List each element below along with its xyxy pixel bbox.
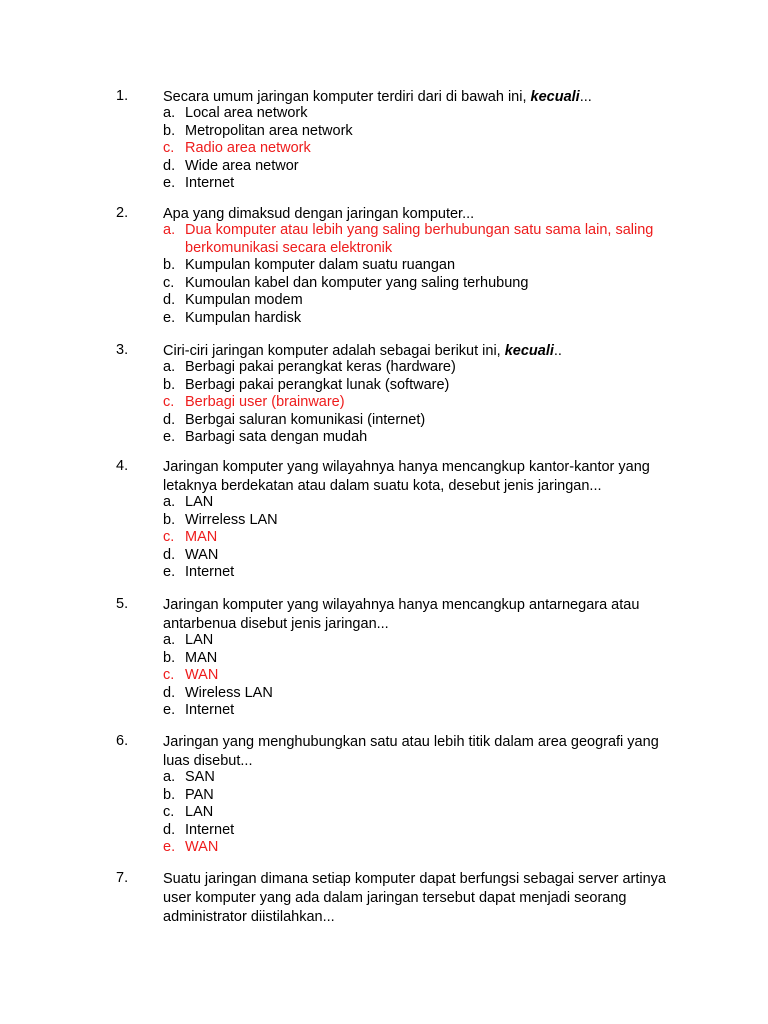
option-letter: d.: [163, 292, 176, 308]
option-text: Kumpulan hardisk: [185, 309, 302, 326]
option-e: [163, 564, 723, 582]
option-text: PAN: [185, 786, 214, 803]
option-letter: d.: [163, 411, 176, 428]
option-text: Berbagi pakai perangkat lunak (software): [185, 376, 450, 393]
question-text: [163, 870, 683, 927]
option-letter: a.: [163, 769, 176, 785]
option-text: WAN: [185, 839, 219, 855]
question-text-main: Ciri-ciri jaringan komputer adalah sebagai berikut ini,: [163, 343, 505, 359]
option-d: [163, 412, 723, 430]
option-a-correct: [163, 222, 723, 257]
option-text: Internet: [185, 702, 235, 718]
option-text: Radio area network: [185, 140, 311, 156]
option-text: Berbagi pakai perangkat keras (hardware): [185, 359, 456, 375]
question-text-main: Jaringan komputer yang wilayahnya hanya mencangkup antarnegara atau antarbenua disebut jenis jaringan...: [163, 597, 640, 632]
option-d: [163, 158, 723, 176]
option-c: [163, 275, 723, 293]
option-c-correct: [163, 529, 723, 547]
option-text: LAN: [185, 494, 214, 510]
option-a: [163, 632, 723, 650]
option-list: [163, 769, 723, 857]
option-a: [163, 494, 723, 512]
option-e: [163, 310, 723, 328]
option-letter: c.: [163, 274, 175, 291]
question-text: [163, 458, 683, 496]
question-text: [163, 596, 711, 634]
question-text-main: Secara umum jaringan komputer terdiri dari di bawah ini,: [163, 89, 531, 105]
question-number: 5.: [116, 596, 129, 612]
option-d: [163, 547, 723, 565]
option-letter: b.: [163, 649, 176, 666]
option-d: [163, 292, 723, 310]
option-text: Barbagi sata dengan mudah: [185, 429, 368, 445]
option-text: Kumoulan kabel dan komputer yang saling terhubung: [185, 274, 529, 291]
option-e-correct: [163, 839, 723, 857]
question-emphasis: kecuali: [504, 343, 554, 359]
option-letter: e.: [163, 175, 176, 191]
option-a: [163, 769, 723, 787]
option-text: Berbgai saluran komunikasi (internet): [185, 411, 426, 428]
option-c-correct: [163, 140, 723, 158]
option-letter: d.: [163, 821, 176, 838]
option-text: LAN: [185, 632, 214, 648]
option-letter: c.: [163, 140, 175, 156]
option-text: Wide area networ: [185, 157, 299, 174]
option-letter: d.: [163, 157, 176, 174]
option-b: [163, 512, 723, 530]
option-a: [163, 359, 723, 377]
question-number: 6.: [116, 733, 129, 749]
option-text: Metropolitan area network: [185, 122, 353, 139]
option-letter: e.: [163, 564, 176, 580]
option-text: Internet: [185, 821, 235, 838]
option-letter: e.: [163, 429, 176, 445]
option-letter: b.: [163, 376, 176, 393]
option-list: [163, 632, 723, 720]
option-c-correct: [163, 394, 723, 412]
option-letter: b.: [163, 511, 176, 528]
option-b: [163, 257, 723, 275]
option-letter: a.: [163, 632, 176, 648]
option-text: Local area network: [185, 105, 308, 121]
option-c: [163, 804, 723, 822]
question-text-main: Apa yang dimaksud dengan jaringan komputer...: [163, 206, 475, 222]
option-b: [163, 787, 723, 805]
option-letter: a.: [163, 222, 176, 238]
option-letter: b.: [163, 257, 176, 273]
question-number: 2.: [116, 205, 129, 221]
option-c-correct: [163, 667, 723, 685]
option-list: [163, 359, 723, 447]
option-text: Kumpulan komputer dalam suatu ruangan: [185, 257, 456, 273]
option-a: [163, 105, 723, 123]
question-text-main: Jaringan komputer yang wilayahnya hanya mencangkup kantor-kantor yang letaknya berdekatan atau dalam suatu kota, desebut jenis jaringan...: [163, 459, 650, 494]
option-text: LAN: [185, 804, 214, 820]
option-letter: a.: [163, 105, 176, 121]
option-letter: a.: [163, 359, 176, 375]
option-b: [163, 650, 723, 668]
option-letter: e.: [163, 702, 176, 718]
option-list: [163, 222, 723, 327]
question-number: 3.: [116, 342, 129, 358]
option-text: Kumpulan modem: [185, 292, 303, 308]
question-text: [163, 733, 683, 771]
option-letter: b.: [163, 786, 176, 803]
option-letter: d.: [163, 684, 176, 701]
question-emphasis: kecuali: [530, 89, 580, 105]
option-letter: d.: [163, 546, 176, 563]
option-text: Internet: [185, 175, 235, 191]
option-letter: e.: [163, 309, 176, 326]
option-d: [163, 685, 723, 703]
option-text: Internet: [185, 564, 235, 580]
option-d: [163, 822, 723, 840]
option-text: WAN: [185, 546, 219, 563]
option-letter: c.: [163, 667, 175, 683]
option-letter: c.: [163, 529, 175, 545]
question-text-tail: ...: [579, 89, 592, 105]
question-number: 4.: [116, 458, 129, 474]
question-text-main: Suatu jaringan dimana setiap komputer dapat berfungsi sebagai server artinya user komputer yang ada dalam jaringan tersebut dapat menjadi seorang administrator diistilahkan...: [163, 871, 666, 925]
option-letter: b.: [163, 122, 176, 139]
option-text: Berbagi user (brainware): [185, 394, 345, 410]
option-letter: a.: [163, 494, 176, 510]
question-text-tail: ..: [553, 343, 562, 359]
option-text: WAN: [185, 667, 219, 683]
option-e: [163, 429, 723, 447]
option-text: Wirreless LAN: [185, 511, 278, 528]
option-text: Wireless LAN: [185, 684, 273, 701]
option-e: [163, 702, 723, 720]
option-e: [163, 175, 723, 193]
option-text: MAN: [185, 649, 218, 666]
option-list: [163, 494, 723, 582]
option-b: [163, 123, 723, 141]
question-number: 1.: [116, 88, 129, 104]
option-b: [163, 377, 723, 395]
question-number: 7.: [116, 870, 129, 886]
option-letter: e.: [163, 839, 176, 855]
option-text: MAN: [185, 529, 218, 545]
option-letter: c.: [163, 804, 175, 820]
option-letter: c.: [163, 394, 175, 410]
question-text-main: Jaringan yang menghubungkan satu atau lebih titik dalam area geografi yang luas disebut...: [163, 734, 659, 769]
option-text: Dua komputer atau lebih yang saling berhubungan satu sama lain, saling berkomunikasi secara elektronik: [185, 222, 654, 256]
option-list: [163, 105, 723, 193]
option-text: SAN: [185, 769, 215, 785]
